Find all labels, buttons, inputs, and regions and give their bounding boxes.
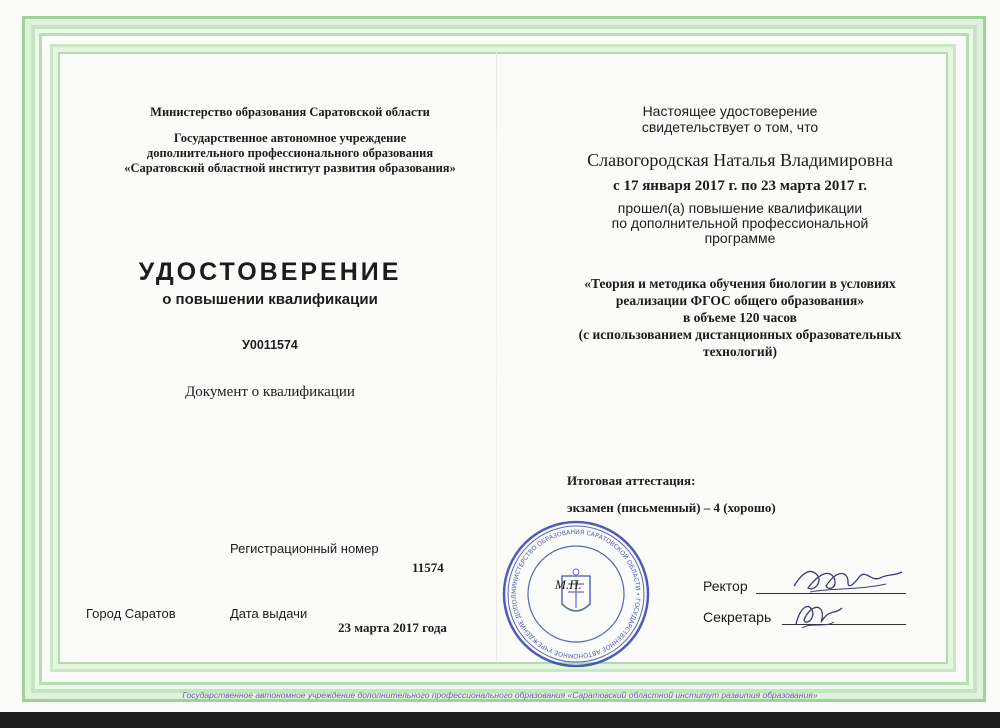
- stamp-seal: [500, 518, 652, 670]
- institution-line-3: «Саратовский областной институт развития образования»: [124, 161, 456, 175]
- scan-bottom-edge: [0, 712, 1000, 728]
- institution-line-1: Государственное автономное учреждение: [173, 131, 407, 145]
- issue-date: 23 марта 2017 года: [338, 620, 447, 635]
- certificate-intro: [560, 103, 900, 135]
- secretary-label: Секретарь: [703, 609, 772, 625]
- program-mode-line-2: технологий): [703, 344, 777, 359]
- program-mode-line-1: (с использованием дистанционных образовательных: [578, 327, 902, 342]
- footer-institution: Государственное автономное учреждение дополнительного профессионального образования «Саратовский областной институт развития образования»: [182, 690, 818, 700]
- certificate-number: У0011574: [242, 338, 298, 352]
- ministry-name: Министерство образования Саратовской области: [150, 105, 430, 119]
- training-statement: [560, 201, 920, 246]
- institution-line-2: дополнительного профессионального образования: [146, 146, 434, 160]
- registration-label: Регистрационный номер: [230, 541, 379, 556]
- attestation-value: экзамен (письменный) – 4 (хорошо): [567, 500, 776, 515]
- program-line-2: реализации ФГОС общего образования»: [615, 293, 865, 308]
- rector-label: Ректор: [703, 578, 748, 594]
- intro-line-1: Настоящее удостоверение: [642, 103, 818, 119]
- training-period: с 17 января 2017 г. по 23 марта 2017 г.: [613, 178, 867, 194]
- passed-line-2: по дополнительной профессиональной: [611, 215, 869, 231]
- stamp-ring-text: МИНИСТЕРСТВО ОБРАЗОВАНИЯ САРАТОВСКОЙ ОБЛАСТИ • ГОСУДАРСТВЕННОЕ АВТОНОМНОЕ УЧРЕЖДЕНИЕ ДОПОЛ: [510, 528, 642, 660]
- secretary-signature: [790, 598, 850, 632]
- program-block: [540, 275, 940, 360]
- issuer-header: [100, 105, 480, 176]
- holder-name: Славогородская Наталья Владимировна: [587, 150, 893, 170]
- attestation-label: Итоговая аттестация:: [567, 473, 696, 488]
- document-kind: Документ о квалификации: [185, 384, 355, 400]
- intro-line-2: свидетельствует о том, что: [641, 119, 819, 135]
- center-fold: [496, 52, 497, 662]
- official-stamp: [500, 518, 652, 670]
- program-line-1: «Теория и методика обучения биологии в условиях: [584, 276, 896, 291]
- registration-number: 11574: [412, 560, 444, 575]
- certificate-title: УДОСТОВЕРЕНИЕ: [138, 258, 402, 286]
- passed-line-3: программе: [704, 230, 776, 246]
- program-hours: в объеме 120 часов: [683, 310, 797, 325]
- certificate-subtitle: о повышении квалификации: [162, 291, 378, 308]
- passed-line-1: прошел(а) повышение квалификации: [617, 200, 863, 216]
- rector-signature: [790, 562, 910, 598]
- issue-date-label: Дата выдачи: [230, 606, 308, 621]
- city: Город Саратов: [86, 606, 176, 621]
- stamp-place-mark: М.П.: [555, 577, 582, 592]
